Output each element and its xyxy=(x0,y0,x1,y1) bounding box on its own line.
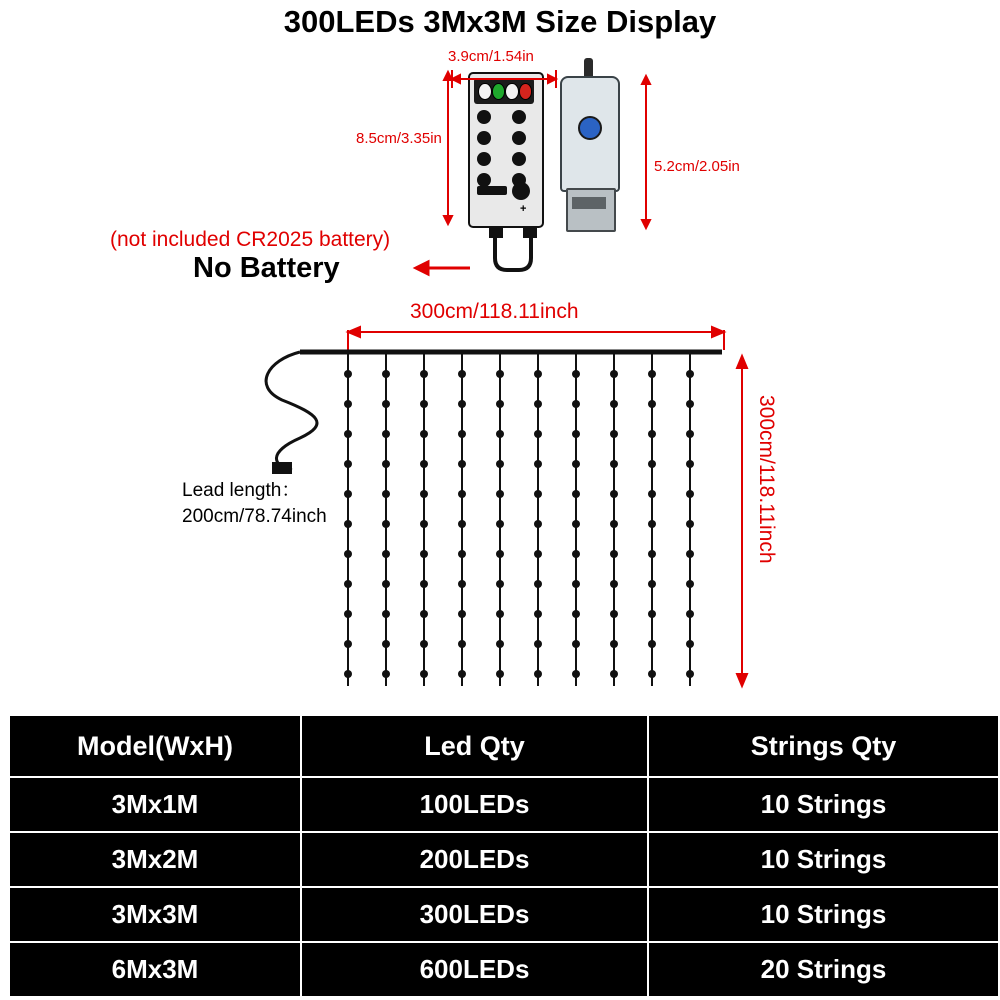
column-header-strings-qty: Strings Qty xyxy=(648,715,999,777)
cell-strings-qty: 20 Strings xyxy=(648,942,999,997)
remote-button-red xyxy=(519,83,533,100)
remote-height-label: 8.5cm/3.35in xyxy=(356,130,442,147)
specification-table xyxy=(8,714,1000,998)
remote-key xyxy=(477,173,491,187)
remote-key-power xyxy=(512,182,530,200)
table-row xyxy=(9,887,999,942)
page-title: 300LEDs 3Mx3M Size Display xyxy=(283,4,717,39)
cell-strings-qty: 10 Strings xyxy=(648,777,999,832)
curtain-height-label: 300cm/118.11inch xyxy=(755,395,778,564)
usb-plug-contacts xyxy=(572,197,606,209)
usb-height-label: 5.2cm/2.05in xyxy=(654,158,740,175)
remote-key xyxy=(477,131,491,145)
remote-keypad xyxy=(477,110,533,187)
table-row xyxy=(9,832,999,887)
remote-clip-icon xyxy=(487,228,539,274)
no-battery-label: No Battery xyxy=(193,252,340,284)
column-header-model: Model(WxH) xyxy=(9,715,301,777)
remote-key xyxy=(512,110,526,124)
table-row xyxy=(9,777,999,832)
column-header-led-qty: Led Qty xyxy=(301,715,648,777)
remote-button-white-left xyxy=(478,83,492,100)
cell-strings-qty: 10 Strings xyxy=(648,832,999,887)
lead-length-line2: 200cm/78.74inch xyxy=(182,506,327,527)
cell-model: 6Mx3M xyxy=(9,942,301,997)
remote-bottom-bar xyxy=(477,186,507,195)
remote-top-buttons xyxy=(478,83,532,100)
remote-key xyxy=(512,131,526,145)
cell-led-qty: 600LEDs xyxy=(301,942,648,997)
lead-length-line1: Lead length： xyxy=(182,480,301,501)
battery-note: (not included CR2025 battery) xyxy=(110,228,391,251)
cell-model: 3Mx1M xyxy=(9,777,301,832)
remote-button-white-right xyxy=(505,83,519,100)
table-header-row xyxy=(9,715,999,777)
usb-plug xyxy=(566,188,616,232)
remote-key xyxy=(512,152,526,166)
remote-width-label: 3.9cm/1.54in xyxy=(448,48,534,65)
remote-button-green xyxy=(492,83,506,100)
cell-model: 3Mx3M xyxy=(9,887,301,942)
lead-length-label xyxy=(182,478,327,530)
cell-led-qty: 300LEDs xyxy=(301,887,648,942)
cell-strings-qty: 10 Strings xyxy=(648,887,999,942)
cell-led-qty: 200LEDs xyxy=(301,832,648,887)
cell-model: 3Mx2M xyxy=(9,832,301,887)
remote-plus-label: + xyxy=(520,203,527,215)
curtain-width-label: 300cm/118.11inch xyxy=(410,300,579,323)
remote-key xyxy=(477,152,491,166)
remote-key xyxy=(477,110,491,124)
cell-led-qty: 100LEDs xyxy=(301,777,648,832)
table-row xyxy=(9,942,999,997)
usb-power-button xyxy=(578,116,602,140)
